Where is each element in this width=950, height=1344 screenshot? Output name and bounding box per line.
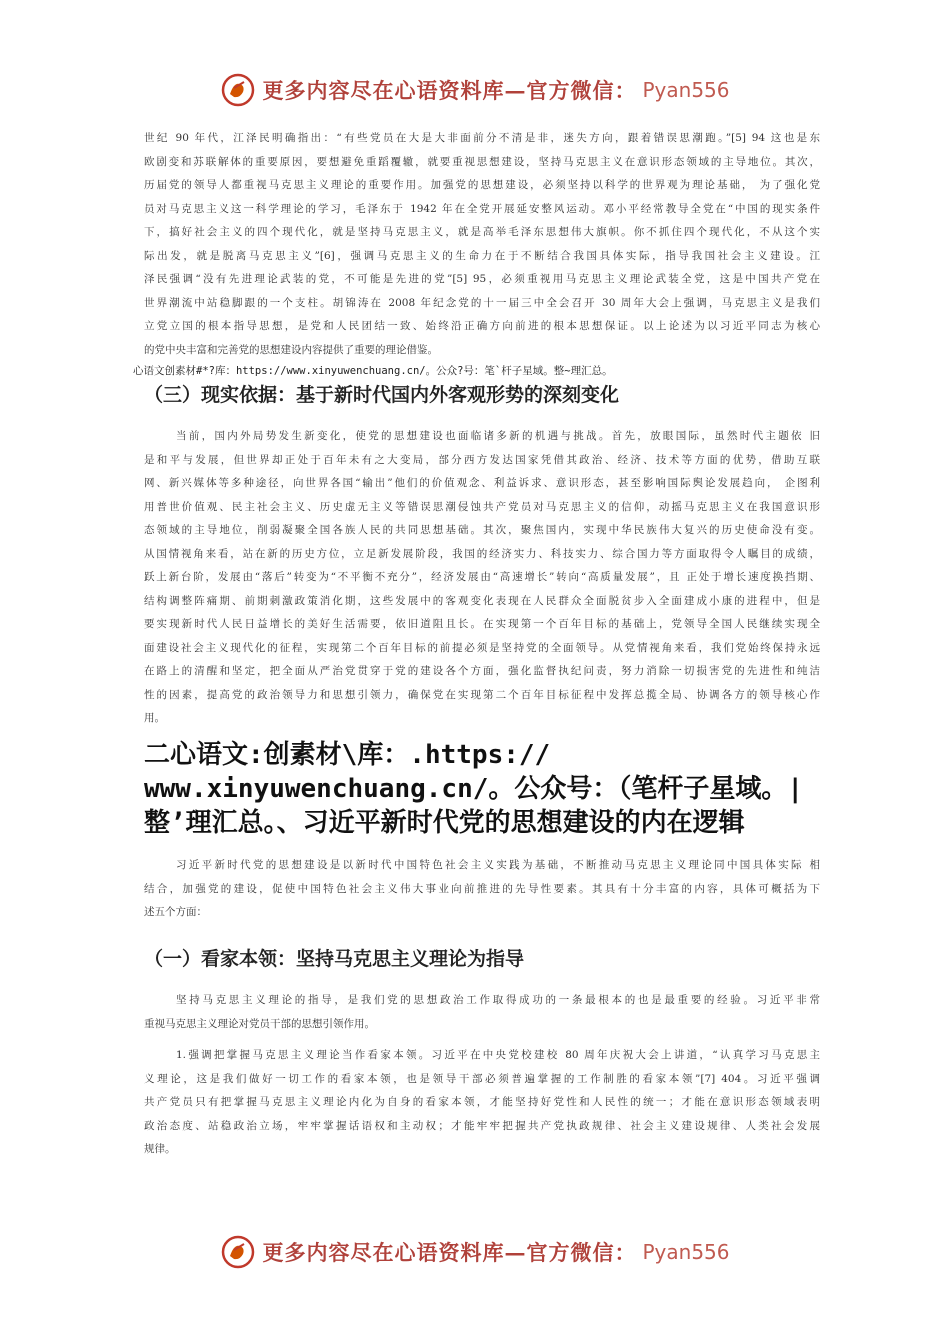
text-line: 述五个方面： [144, 906, 207, 918]
text-line: 的党中央丰富和完善党的思想建设内容提供了重要的理论借鉴。 [144, 343, 438, 356]
text-line: 1.强调把掌握马克思主义理论当作看家本领。习近平在中央党校建校 80 周年庆祝大会上讲道，“认真学习马克思主 [176, 1049, 820, 1061]
text-line: 泽民强调“没有先进理论武装的党，不可能是先进的党”[5] 95，必须重视用马克思主义理论武装全党，这是中国共产党在 [144, 273, 820, 285]
hand-logo-icon [220, 1234, 256, 1270]
paragraph-reality-basis [144, 425, 820, 731]
banner-account: Pyan556 [642, 78, 730, 102]
paragraph-core-skill [144, 1044, 820, 1162]
watermark-line: 二心语文:创素材\库：.https:// [144, 740, 551, 770]
text-line: 性的因素，提高党的政治领导力和思想引领力，确保党在实现第二个百年目标征程中发挥总揽全局、协调各方的领导核心作 [144, 688, 820, 701]
text-line: 从国情视角来看，站在新的历史方位，立足新发展阶段，我国的经济实力、科技实力、综合国力等方面取得令人瞩目的成绩， [144, 547, 820, 560]
watermark-line: www.xinyuwenchuang.cn/。公众号：（笔杆子星域。| [144, 774, 804, 804]
text-line: 欧剧变和苏联解体的重要原因，要想避免重蹈覆辙，就要重视思想建设，坚持马克思主义在意识形态领域的主导地位。其次， [144, 155, 820, 168]
text-line: 用普世价值观、民主社会主义、历史虚无主义等错误思潮侵蚀共产党员对马克思主义的信仰，动摇马克思主义在我国意识形 [144, 500, 820, 513]
text-line: 要实现新时代人民日益增长的美好生活需要，依旧道阻且长。在实现第一个百年目标的基础上，党领导全国人民继续实现全 [144, 618, 820, 630]
text-line: 网、新兴媒体等多种途径，向世界各国“输出”他们的价值观念、利益诉求、意识形态，甚至影响国际舆论发展趋向， 企图利 [144, 477, 820, 489]
text-line: 重视马克思主义理论对党员干部的思想引领作用。 [144, 1017, 375, 1030]
text-line: 世界潮流中站稳脚跟的一个支柱。胡锦涛在 2008 年纪念党的十一届三中全会召开 30 周年大会上强调，马克思主义是我们 [144, 296, 820, 309]
footer-banner [0, 1232, 950, 1272]
text-line: 在路上的清醒和坚定，把全面从严治党贯穿于党的建设各个方面，强化监督执纪问责，努力消除一切损害党的先进性和纯洁 [144, 665, 820, 677]
paragraph-logic-intro [144, 854, 820, 925]
text-line: 共产党员只有把掌握马克思主义理论内化为自身的看家本领，才能坚持好党性和人民性的统一；才能在意识形态领域表明 [144, 1096, 820, 1108]
text-line: 当前，国内外局势发生新变化，使党的思想建设也面临诸多新的机遇与挑战。首先，放眼国际，虽然时代主题依 旧 [176, 430, 820, 442]
text-line: 面建设社会主义现代化的征程，实现第二个百年目标的前提必须是坚持党的全面领导。从党情视角来看，我们党始终保持永远 [144, 641, 820, 654]
banner-account: Pyan556 [642, 1240, 730, 1264]
text-line: 下，搞好社会主义的四个现代化，就是坚持马克思主义，就是高举毛泽东思想伟大旗帜。你不抓住四个现代化，不从这个实 [144, 226, 820, 238]
text-line: 结合，加强党的建设，促使中国特色社会主义伟大事业向前推进的先导性要素。其具有十分丰富的内容，具体可概括为下 [144, 882, 820, 895]
text-line: 义理论，这是我们做好一切工作的看家本领，也是领导干部必须普遍掌握的工作制胜的看家本领”[7] 404。习近平强调 [144, 1072, 820, 1085]
paragraph-marxist-guidance [144, 989, 820, 1036]
text-line: 结构调整阵痛期、前期刺激政策消化期，这些发展中的客观变化表现在人民群众全面脱贫步入全面建成小康的进程中，但是 [144, 594, 820, 607]
text-line: 跃上新台阶，发展由“落后”转变为“不平衡不充分”，经济发展由“高速增长”转向“高质量发展”，且 正处于增长速度换挡期、 [144, 571, 820, 583]
text-line: 立党立国的根本指导思想，是党和人民团结一致、始终沿正确方向前进的根本思想保证。以上论述为以习近平同志为核心 [144, 320, 820, 332]
heading-reality-basis: （三）现实依据：基于新时代国内外客观形势的深刻变化 [144, 384, 620, 406]
banner-text: 更多内容尽在心语资料库—官方微信： [262, 78, 637, 103]
text-line: 用。 [144, 712, 165, 724]
text-line: 是和平与发展，但世界却正处于百年未有之大变局，部分西方发达国家凭借其政治、经济、技术等方面的优势，借助互联 [144, 453, 820, 466]
hand-logo-icon [220, 72, 256, 108]
watermark-line: 整’理汇总。、习近平新时代党的思想建设的内在逻辑 [144, 808, 745, 838]
text-line: 员对马克思主义这一科学理论的学习，毛泽东于 1942 年在全党开展延安整风运动。邓小平经常教导全党在“中国的现实条件 [144, 202, 820, 215]
text-line: 历届党的领导人都重视马克思主义理论的重要作用。加强党的思想建设，必须坚持以科学的世界观为理论基础， 为了强化党 [144, 179, 820, 191]
text-line: 坚持马克思主义理论的指导，是我们党的思想政治工作取得成功的一条最根本的也是最重要的经验。习近平非常 [176, 994, 820, 1006]
heading-marxist-guidance: （一）看家本领：坚持马克思主义理论为指导 [144, 948, 525, 970]
small-watermark: 心语文创素材#*?库：https://www.xinyuwenchuang.cn/。公众?号：笔`杆子星域。整~理汇总。 [133, 365, 613, 377]
text-line: 世纪 90 年代，江泽民明确指出：“有些党员在大是大非面前分不清是非，迷失方向，跟着错误思潮跑。”[5] 94 这也是东 [144, 132, 820, 144]
paragraph-theory-basis [144, 127, 820, 362]
text-line: 政治态度、站稳政治立场，牢牢掌握话语权和主动权；才能牢牢把握共产党执政规律、社会主义建设规律、人类社会发展 [144, 1119, 820, 1132]
text-line: 态领域的主导地位，削弱凝聚全国各族人民的共同思想基础。其次，聚焦国内，实现中华民族伟大复兴的历史使命没有变。 [144, 524, 820, 536]
text-line: 际出发，就是脱离马克思主义”[6]，强调马克思主义的生命力在于不断结合我国具体实际，指导我国社会主义建设。江 [144, 249, 820, 262]
text-line: 规律。 [144, 1143, 176, 1155]
text-line: 习近平新时代党的思想建设是以新时代中国特色社会主义实践为基础，不断推动马克思主义理论同中国具体实际 相 [176, 859, 820, 871]
banner-text: 更多内容尽在心语资料库—官方微信： [262, 1240, 637, 1265]
header-banner [0, 70, 950, 110]
big-watermark-heading [144, 738, 834, 840]
